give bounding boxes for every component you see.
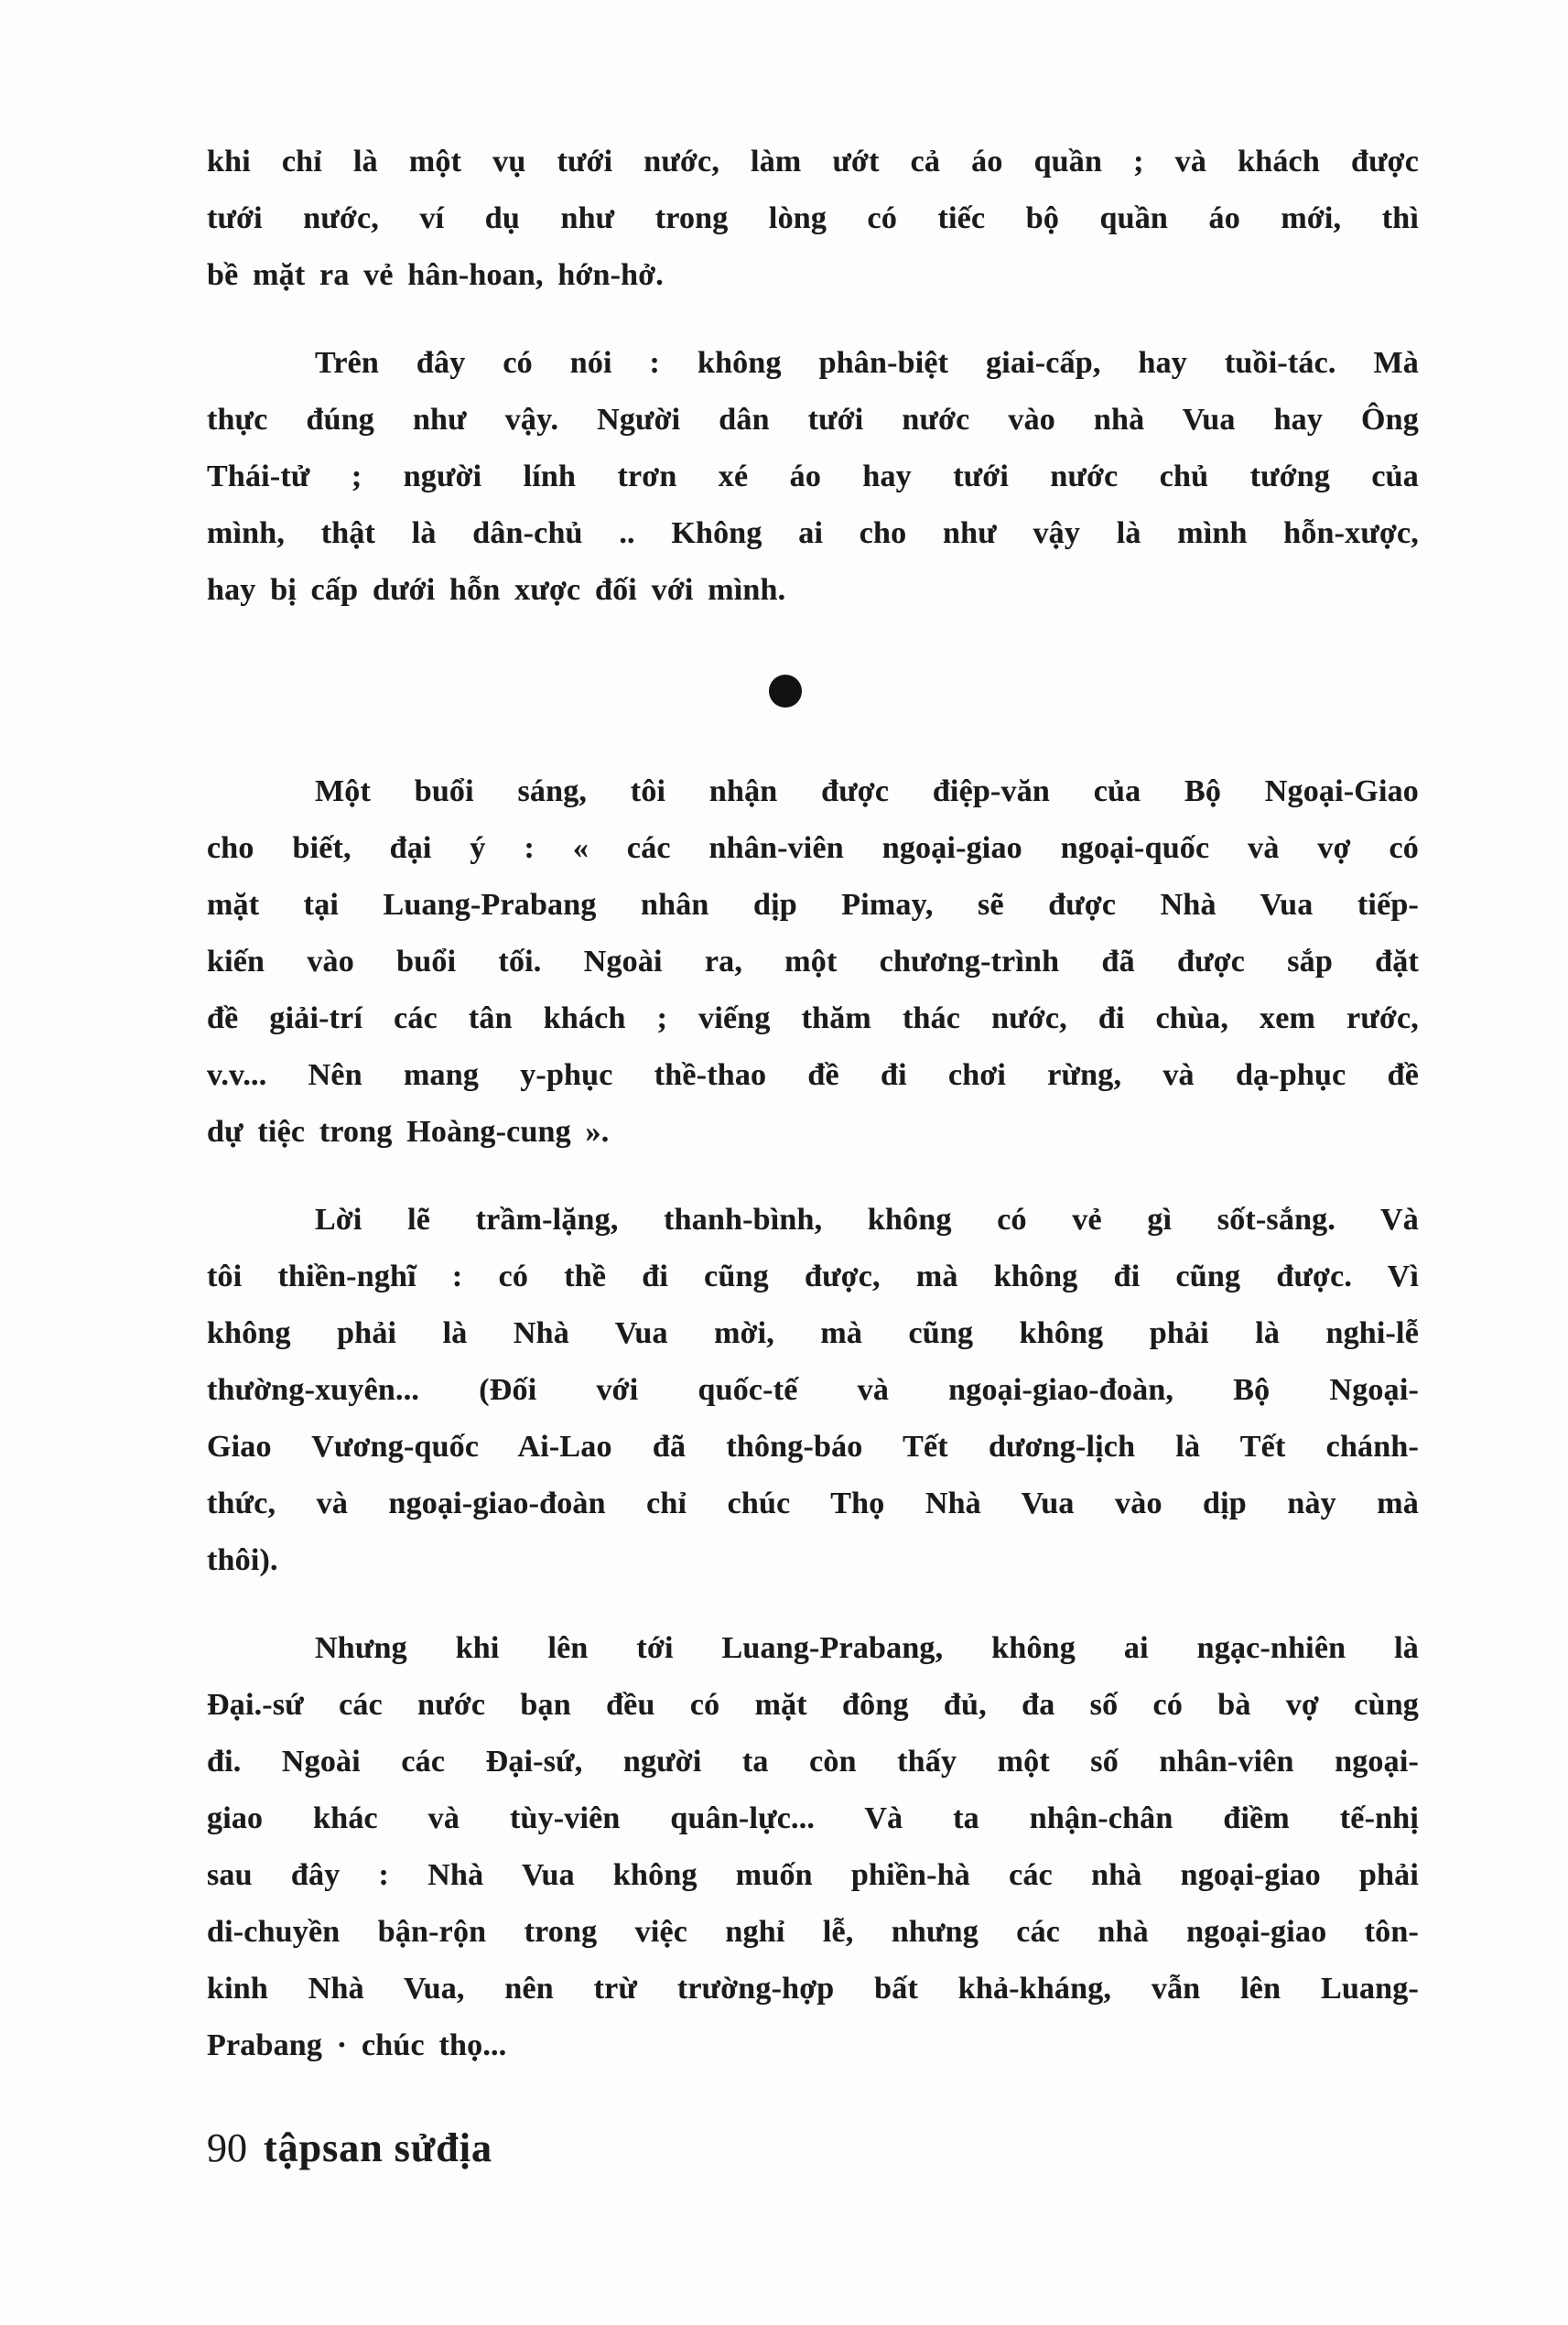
text-line: di-chuyền bận-rộn trong việc nghỉ lễ, nhưng các nhà ngoại-giao tôn- — [207, 1915, 1419, 1949]
page-number: 90 — [207, 2125, 247, 2170]
text-line: giao khác và tùy-viên quân-lực... Và ta nhận-chân điềm tế-nhị — [207, 1801, 1419, 1835]
text-line: Prabang · chúc thọ... — [207, 2028, 507, 2062]
text-line: tôi thiền-nghĩ : có thề đi cũng được, mà không đi cũng được. Vì — [207, 1260, 1419, 1293]
text-line: v.v... Nên mang y-phục thề-thao đề đi chơi rừng, và dạ-phục đề — [207, 1058, 1419, 1092]
text-line: thực đúng như vậy. Người dân tưới nước vào nhà Vua hay Ông — [207, 403, 1419, 437]
paragraph — [207, 1620, 1419, 2074]
text-line: mình, thật là dân-chủ .. Không ai cho như vậy là mình hỗn-xược, — [207, 516, 1419, 550]
text-line: sau đây : Nhà Vua không muốn phiền-hà các nhà ngoại-giao phải — [207, 1858, 1419, 1892]
text-line: Trên đây có nói : không phân-biệt giai-cấp, hay tuồi-tác. Mà — [315, 346, 1419, 380]
text-line: hay bị cấp dưới hỗn xược đối với mình. — [207, 573, 786, 607]
page-footer — [207, 2125, 1419, 2171]
text-line: thường-xuyên... (Đối với quốc-tế và ngoại-giao-đoàn, Bộ Ngoại- — [207, 1373, 1419, 1407]
text-line: kiến vào buổi tối. Ngoài ra, một chương-trình đã được sắp đặt — [207, 945, 1419, 979]
text-line: thôi). — [207, 1543, 278, 1577]
text-line: Lời lẽ trầm-lặng, thanh-bình, không có vẻ gì sốt-sắng. Và — [315, 1203, 1419, 1237]
text-line: dự tiệc trong Hoàng-cung ». — [207, 1115, 610, 1149]
paragraph — [207, 134, 1419, 304]
text-line: Giao Vương-quốc Ai-Lao đã thông-báo Tết dương-lịch là Tết chánh- — [207, 1430, 1419, 1464]
text-line: kinh Nhà Vua, nên trừ trường-hợp bất khả-kháng, vẫn lên Luang- — [207, 1972, 1419, 2006]
text-line: đi. Ngoài các Đại-sứ, người ta còn thấy một số nhân-viên ngoại- — [207, 1745, 1419, 1779]
text-line: không phải là Nhà Vua mời, mà cũng không phải là nghi-lễ — [207, 1316, 1419, 1350]
text-line: Nhưng khi lên tới Luang-Prabang, không ai ngạc-nhiên là — [315, 1631, 1419, 1665]
paragraph — [207, 335, 1419, 619]
text-line: đề giải-trí các tân khách ; viếng thăm thác nước, đi chùa, xem rước, — [207, 1001, 1419, 1035]
paragraph — [207, 1192, 1419, 1589]
text-line: khi chỉ là một vụ tưới nước, làm ướt cả áo quần ; và khách được — [207, 145, 1419, 178]
text-line: Một buổi sáng, tôi nhận được điệp-văn của Bộ Ngoại-Giao — [315, 774, 1419, 808]
text-line: bề mặt ra vẻ hân-hoan, hớn-hở. — [207, 258, 664, 292]
text-line: mặt tại Luang-Prabang nhân dịp Pimay, sẽ được Nhà Vua tiếp- — [207, 888, 1419, 922]
text-line: cho biết, đại ý : « các nhân-viên ngoại-giao ngoại-quốc và vợ có — [207, 831, 1419, 865]
paragraph — [207, 763, 1419, 1161]
text-line: thức, và ngoại-giao-đoàn chỉ chúc Thọ Nhà Vua vào dịp này mà — [207, 1487, 1419, 1520]
text-line: tưới nước, ví dụ như trong lòng có tiếc bộ quần áo mới, thì — [207, 201, 1419, 235]
text-line: Thái-tử ; người lính trơn xé áo hay tưới nước chủ tướng của — [207, 460, 1419, 493]
bullet-separator-icon — [769, 675, 802, 708]
journal-title: tậpsan sửđịa — [264, 2125, 492, 2170]
text-line: Đại.-sứ các nước bạn đều có mặt đông đủ, đa số có bà vợ cùng — [207, 1688, 1419, 1722]
section-separator — [207, 650, 1419, 732]
